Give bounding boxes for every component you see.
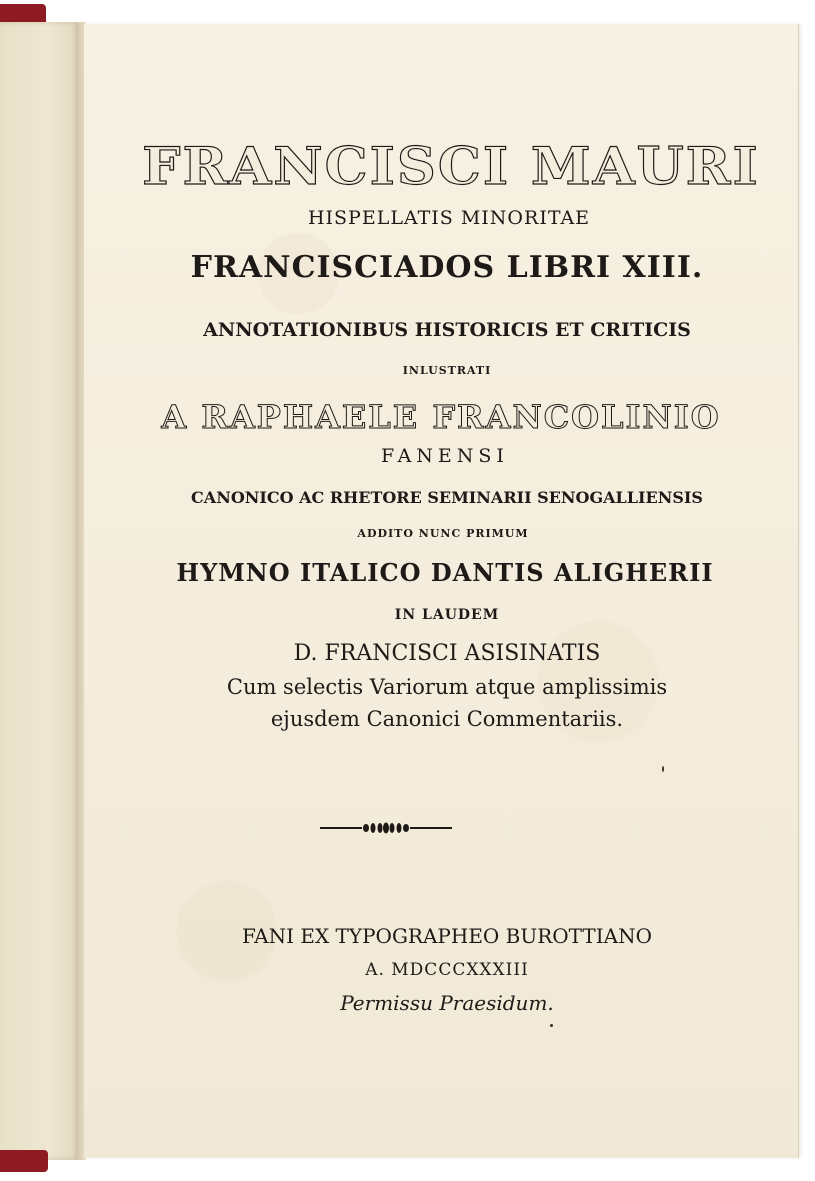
title-page bbox=[84, 24, 799, 1158]
year-line: A. MDCCCXXXIII bbox=[365, 960, 529, 980]
hymn-title: HYMNO ITALICO DANTIS ALIGHERII bbox=[176, 558, 714, 587]
book-binding-bottom bbox=[0, 1150, 48, 1172]
commentary-line-1: Cum selectis Variorum atque amplissimis bbox=[226, 675, 668, 699]
facing-page-edge bbox=[0, 22, 80, 1160]
author-origin: HISPELLATIS MINORITAE bbox=[307, 207, 591, 229]
added-line: ADDITO NUNC PRIMUM bbox=[357, 527, 529, 540]
printer-ornament-icon bbox=[320, 822, 452, 834]
ink-speck bbox=[662, 766, 664, 772]
author-title: FRANCISCI MAURI bbox=[142, 135, 760, 197]
permission-line: Permissu Praesidum. bbox=[340, 991, 554, 1015]
editor-name: A RAPHAELE FRANCOLINIO bbox=[161, 398, 721, 436]
editor-role: CANONICO AC RHETORE SEMINARII SENOGALLIENSIS bbox=[191, 488, 703, 507]
illustrated-line: INLUSTRATI bbox=[402, 364, 492, 377]
editor-origin: FANENSI bbox=[381, 445, 509, 467]
commentary-line-2: ejusdem Canonici Commentariis. bbox=[270, 707, 624, 731]
ink-speck bbox=[550, 1024, 553, 1027]
work-title: FRANCISCIADOS LIBRI XIII. bbox=[190, 250, 704, 285]
saint-name: D. FRANCISCI ASISINATIS bbox=[293, 641, 601, 666]
in-praise-line: IN LAUDEM bbox=[394, 607, 500, 623]
annotations-line: ANNOTATIONIBUS HISTORICIS ET CRITICIS bbox=[203, 319, 691, 341]
printer-line: FANI EX TYPOGRAPHEO BUROTTIANO bbox=[242, 924, 652, 948]
